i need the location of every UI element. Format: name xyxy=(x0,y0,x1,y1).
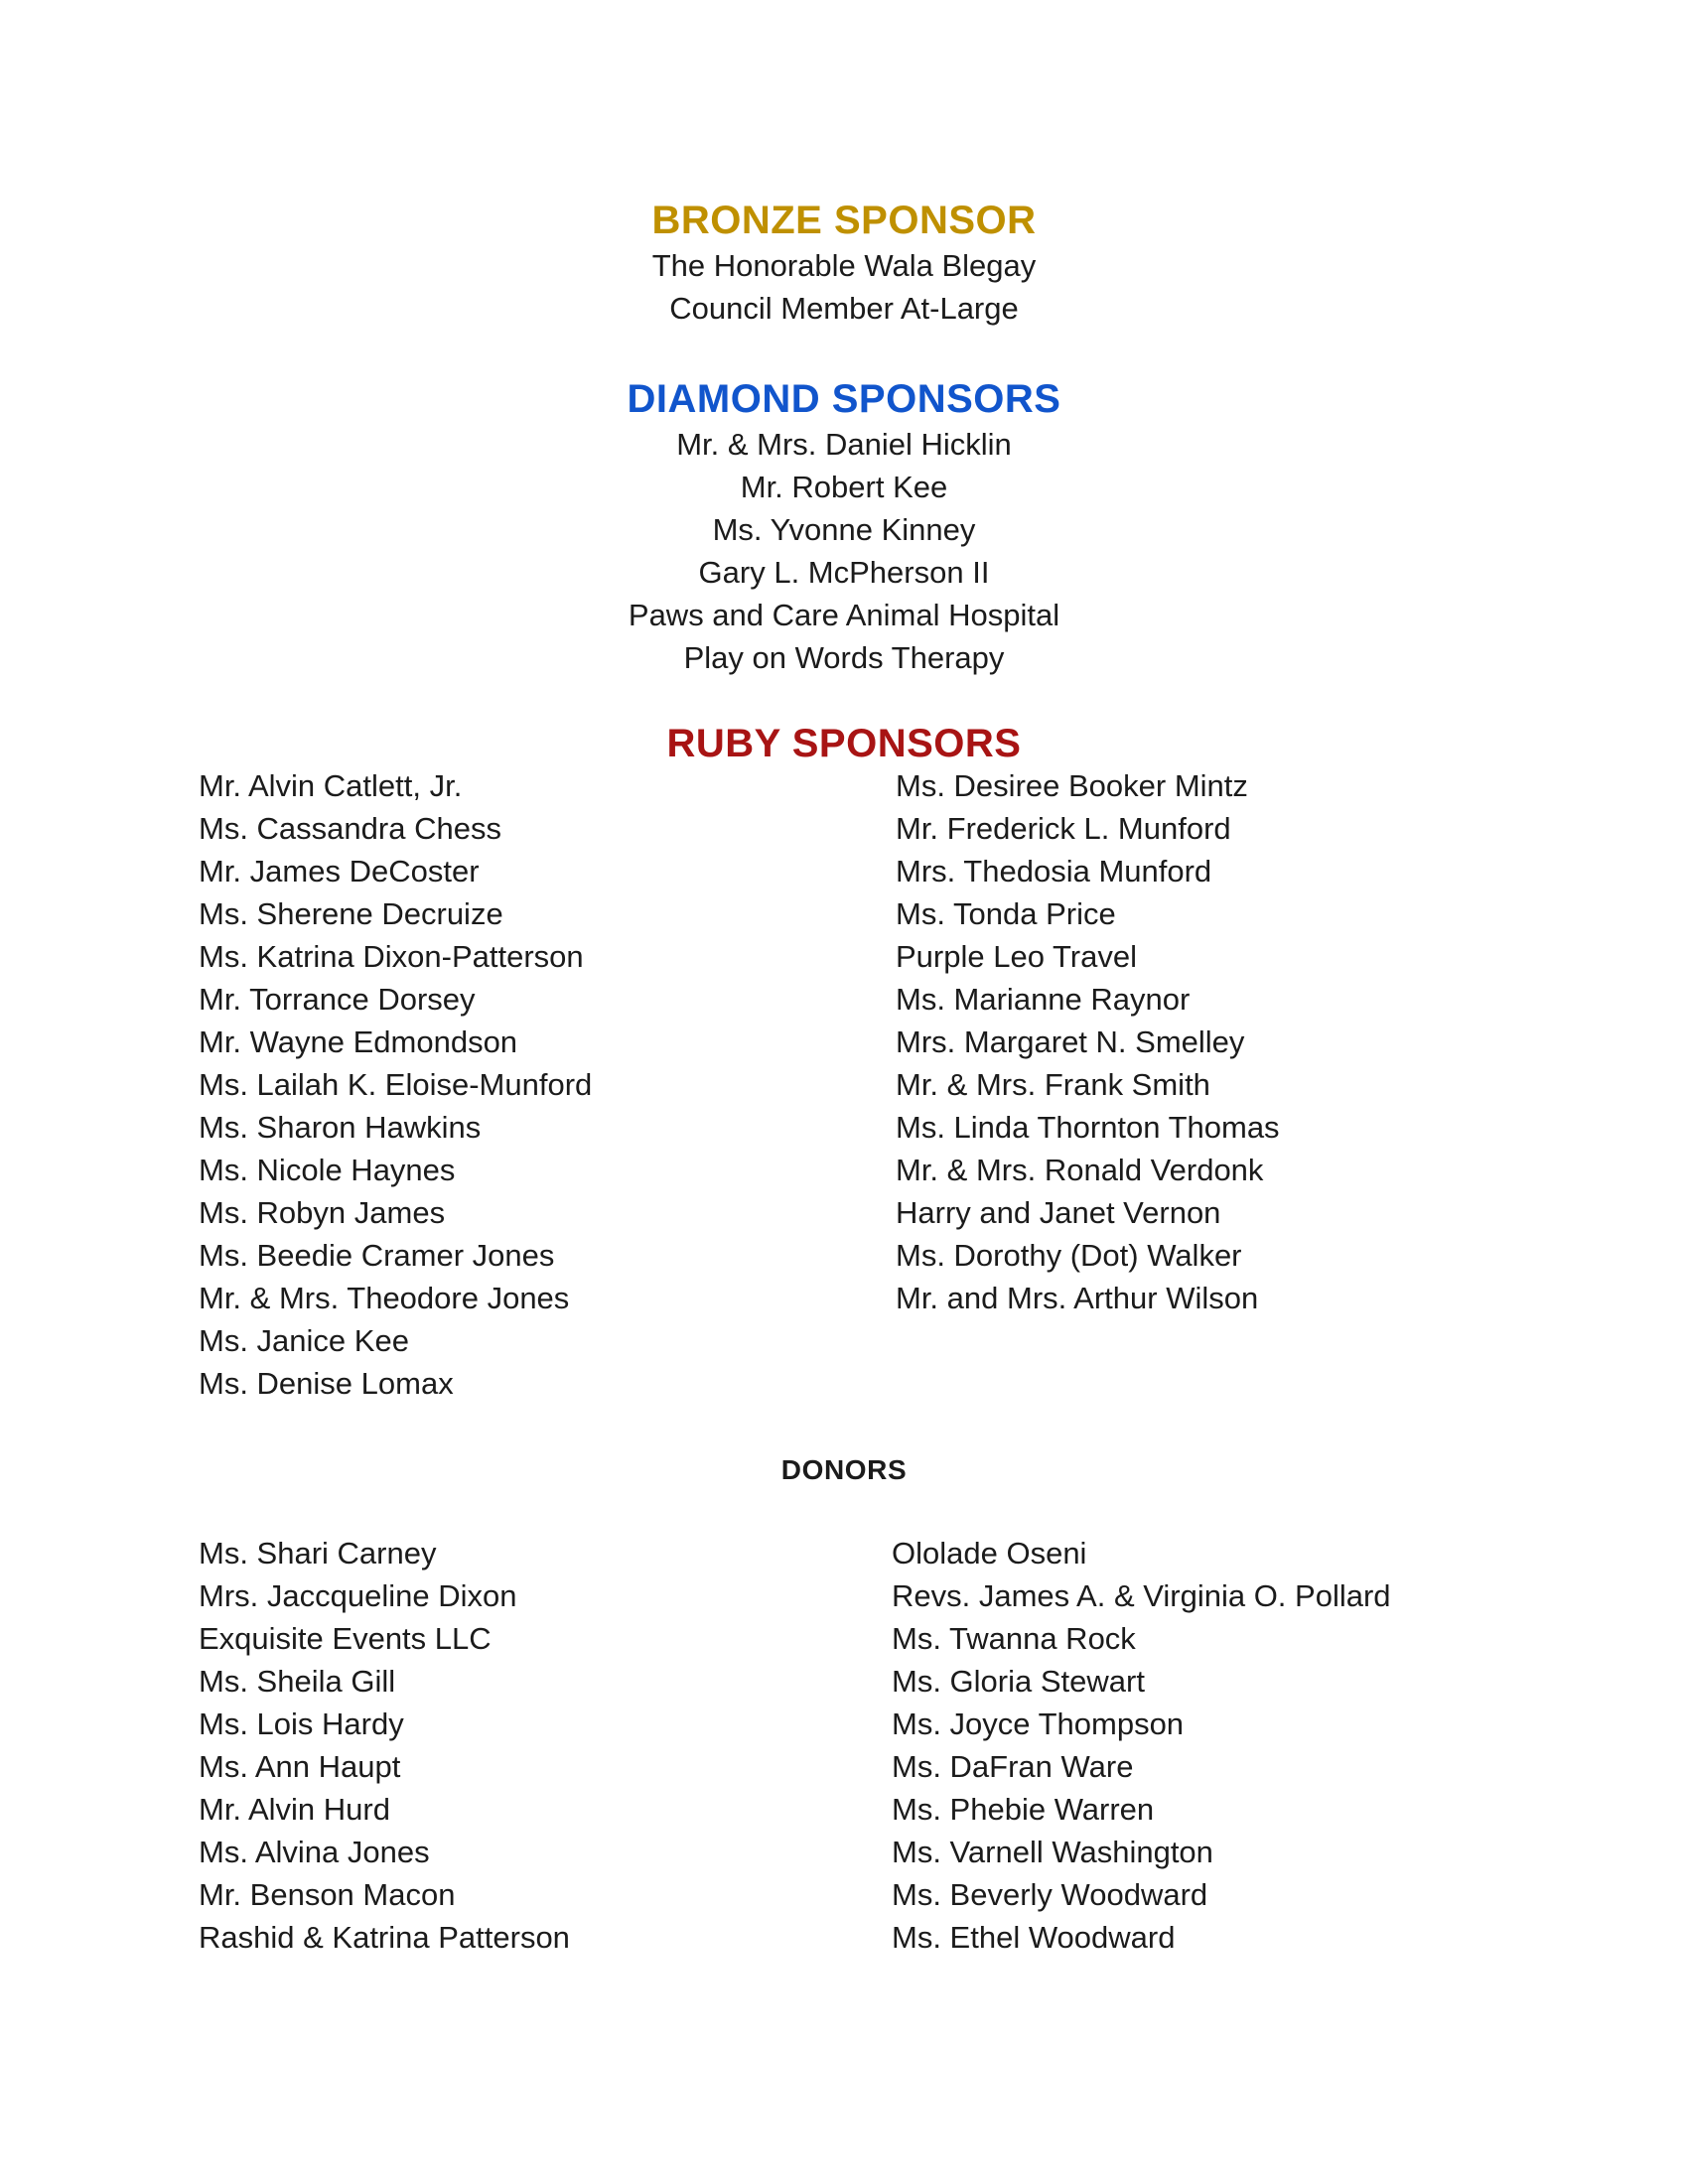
bronze-sponsor-list xyxy=(0,244,1688,330)
list-item: Ms. DaFran Ware xyxy=(892,1749,1134,1784)
list-item: Mrs. Thedosia Munford xyxy=(896,854,1212,888)
diamond-sponsors-heading: DIAMOND SPONSORS xyxy=(627,377,1061,421)
list-item: Ms. Linda Thornton Thomas xyxy=(896,1110,1280,1145)
list-item: Ms. Robyn James xyxy=(199,1195,446,1230)
donors-right-column xyxy=(892,1532,1607,1959)
list-item: Paws and Care Animal Hospital xyxy=(628,598,1060,632)
list-item: Ms. Desiree Booker Mintz xyxy=(896,768,1248,803)
list-item: Mrs. Jaccqueline Dixon xyxy=(199,1578,517,1613)
list-item: Ms. Ethel Woodward xyxy=(892,1920,1176,1955)
list-item: Exquisite Events LLC xyxy=(199,1621,492,1656)
list-item: Gary L. McPherson II xyxy=(698,555,990,590)
list-item: Ms. Marianne Raynor xyxy=(896,982,1191,1017)
list-item: Ms. Joyce Thompson xyxy=(892,1706,1185,1741)
list-item: Revs. James A. & Virginia O. Pollard xyxy=(892,1578,1391,1613)
list-item: Ms. Nicole Haynes xyxy=(199,1153,456,1187)
list-item: Mr. Alvin Hurd xyxy=(199,1792,390,1827)
donors-heading: DONORS xyxy=(780,1454,908,1485)
diamond-sponsors-list xyxy=(0,423,1688,679)
list-item: Mr. Wayne Edmondson xyxy=(199,1024,518,1059)
list-item: Mr. Torrance Dorsey xyxy=(199,982,476,1017)
list-item: The Honorable Wala Blegay xyxy=(651,248,1037,283)
list-item: Mr. Benson Macon xyxy=(199,1877,456,1912)
list-item: Council Member At-Large xyxy=(669,291,1019,326)
list-item: Ms. Sherene Decruize xyxy=(199,896,503,931)
list-item: Mr. and Mrs. Arthur Wilson xyxy=(896,1281,1259,1315)
list-item: Ms. Dorothy (Dot) Walker xyxy=(896,1238,1242,1273)
list-item: Ms. Janice Kee xyxy=(199,1323,409,1358)
list-item: Mr. Frederick L. Munford xyxy=(896,811,1231,846)
list-item: Ms. Yvonne Kinney xyxy=(712,512,976,547)
list-item: Play on Words Therapy xyxy=(683,640,1005,675)
list-item: Ms. Katrina Dixon-Patterson xyxy=(199,939,584,974)
list-item: Mr. & Mrs. Theodore Jones xyxy=(199,1281,570,1315)
list-item: Ms. Lois Hardy xyxy=(199,1706,404,1741)
list-item: Ms. Twanna Rock xyxy=(892,1621,1136,1656)
list-item: Ms. Sheila Gill xyxy=(199,1664,396,1699)
list-item: Mrs. Margaret N. Smelley xyxy=(896,1024,1245,1059)
donors-left-column xyxy=(199,1532,854,1959)
list-item: Ms. Beedie Cramer Jones xyxy=(199,1238,555,1273)
list-item: Ms. Beverly Woodward xyxy=(892,1877,1208,1912)
list-item: Ms. Phebie Warren xyxy=(892,1792,1155,1827)
list-item: Mr. & Mrs. Daniel Hicklin xyxy=(676,427,1012,462)
list-item: Ololade Oseni xyxy=(892,1536,1087,1570)
list-item: Ms. Ann Haupt xyxy=(199,1749,401,1784)
list-item: Mr. Robert Kee xyxy=(740,470,948,504)
list-item: Ms. Cassandra Chess xyxy=(199,811,501,846)
bronze-sponsor-heading: BRONZE SPONSOR xyxy=(651,199,1037,242)
list-item: Ms. Shari Carney xyxy=(199,1536,437,1570)
list-item: Ms. Lailah K. Eloise-Munford xyxy=(199,1067,593,1102)
list-item: Purple Leo Travel xyxy=(896,939,1137,974)
list-item: Mr. & Mrs. Ronald Verdonk xyxy=(896,1153,1264,1187)
list-item: Ms. Denise Lomax xyxy=(199,1366,454,1401)
list-item: Ms. Sharon Hawkins xyxy=(199,1110,482,1145)
ruby-sponsors-left-column xyxy=(199,764,854,1405)
ruby-sponsors-right-column xyxy=(896,764,1591,1319)
list-item: Ms. Alvina Jones xyxy=(199,1835,430,1869)
ruby-sponsors-heading: RUBY SPONSORS xyxy=(666,722,1022,765)
list-item: Ms. Tonda Price xyxy=(896,896,1116,931)
list-item: Mr. & Mrs. Frank Smith xyxy=(896,1067,1210,1102)
list-item: Ms. Varnell Washington xyxy=(892,1835,1213,1869)
list-item: Mr. James DeCoster xyxy=(199,854,480,888)
list-item: Harry and Janet Vernon xyxy=(896,1195,1221,1230)
list-item: Mr. Alvin Catlett, Jr. xyxy=(199,768,463,803)
list-item: Ms. Gloria Stewart xyxy=(892,1664,1145,1699)
list-item: Rashid & Katrina Patterson xyxy=(199,1920,570,1955)
